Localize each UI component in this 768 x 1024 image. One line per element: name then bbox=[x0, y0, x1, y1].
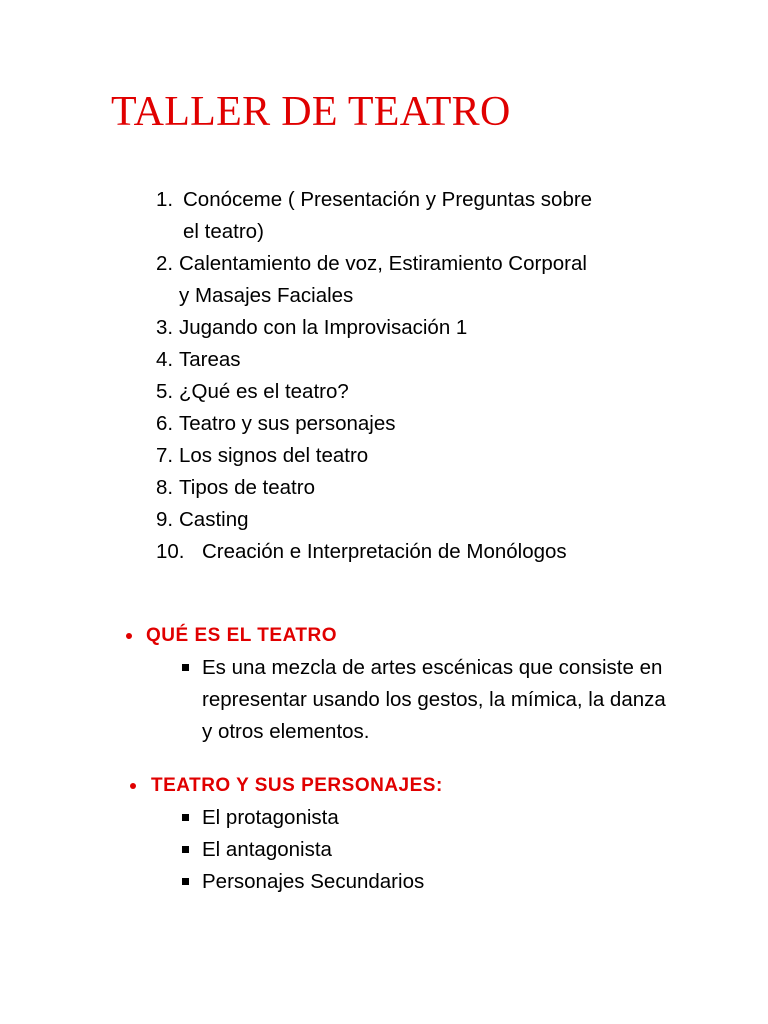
square-bullet-icon bbox=[182, 814, 189, 821]
item-text: El antagonista bbox=[202, 838, 332, 861]
list-item bbox=[0, 834, 768, 866]
list-item bbox=[0, 472, 768, 504]
list-item bbox=[0, 312, 768, 344]
list-item bbox=[0, 652, 768, 748]
list-item bbox=[0, 802, 768, 834]
item-text: Creación e Interpretación de Monólogos bbox=[202, 540, 567, 563]
item-number: 2. bbox=[156, 252, 174, 275]
square-bullet-icon bbox=[182, 878, 189, 885]
page-title: TALLER DE TEATRO bbox=[111, 89, 511, 135]
list-item bbox=[0, 440, 768, 472]
square-bullet-icon bbox=[182, 846, 189, 853]
list-item bbox=[0, 376, 768, 408]
list-item bbox=[0, 504, 768, 536]
section-teatro-y-sus-personajes bbox=[0, 770, 768, 898]
item-number: 9. bbox=[156, 508, 174, 531]
list-item bbox=[0, 344, 768, 376]
square-bullet-icon bbox=[182, 664, 189, 671]
section-heading bbox=[0, 620, 768, 652]
item-text: Conóceme ( Presentación y Preguntas sobre bbox=[183, 188, 593, 211]
section-heading-label: TEATRO Y SUS PERSONAJES: bbox=[151, 775, 443, 796]
item-number: 10. bbox=[156, 540, 185, 563]
list-item bbox=[0, 184, 768, 248]
item-text: ¿Qué es el teatro? bbox=[179, 380, 349, 403]
bullet-dot-icon bbox=[126, 633, 132, 639]
item-text: Tareas bbox=[179, 348, 241, 371]
item-text-continued: el teatro) bbox=[183, 220, 264, 243]
item-text: Es una mezcla de artes escénicas que consiste en representar usando los gestos, la mímica, la danza y otros elementos. bbox=[202, 656, 666, 743]
item-text: Jugando con la Improvisación 1 bbox=[179, 316, 468, 339]
list-item bbox=[0, 536, 768, 568]
item-text: Tipos de teatro bbox=[179, 476, 315, 499]
item-number: 1. bbox=[156, 188, 174, 211]
item-text: Los signos del teatro bbox=[179, 444, 369, 467]
section-heading-label: QUÉ ES EL TEATRO bbox=[146, 625, 337, 646]
section-items bbox=[0, 802, 768, 898]
list-item bbox=[0, 408, 768, 440]
item-text: Casting bbox=[179, 508, 249, 531]
item-text: Teatro y sus personajes bbox=[179, 412, 396, 435]
section-items bbox=[0, 652, 768, 748]
item-number: 8. bbox=[156, 476, 174, 499]
item-text: El protagonista bbox=[202, 806, 339, 829]
item-text: Calentamiento de voz, Estiramiento Corporal bbox=[179, 252, 587, 275]
item-number: 3. bbox=[156, 316, 174, 339]
contents-list bbox=[0, 184, 768, 568]
item-text-continued: y Masajes Faciales bbox=[179, 284, 354, 307]
bullet-dot-icon bbox=[130, 783, 136, 789]
item-text: Personajes Secundarios bbox=[202, 870, 425, 893]
list-item bbox=[0, 248, 768, 312]
item-number: 5. bbox=[156, 380, 174, 403]
section-heading bbox=[0, 770, 768, 802]
item-number: 7. bbox=[156, 444, 174, 467]
section-que-es-el-teatro bbox=[0, 620, 768, 748]
item-number: 6. bbox=[156, 412, 174, 435]
item-number: 4. bbox=[156, 348, 174, 371]
list-item bbox=[0, 866, 768, 898]
